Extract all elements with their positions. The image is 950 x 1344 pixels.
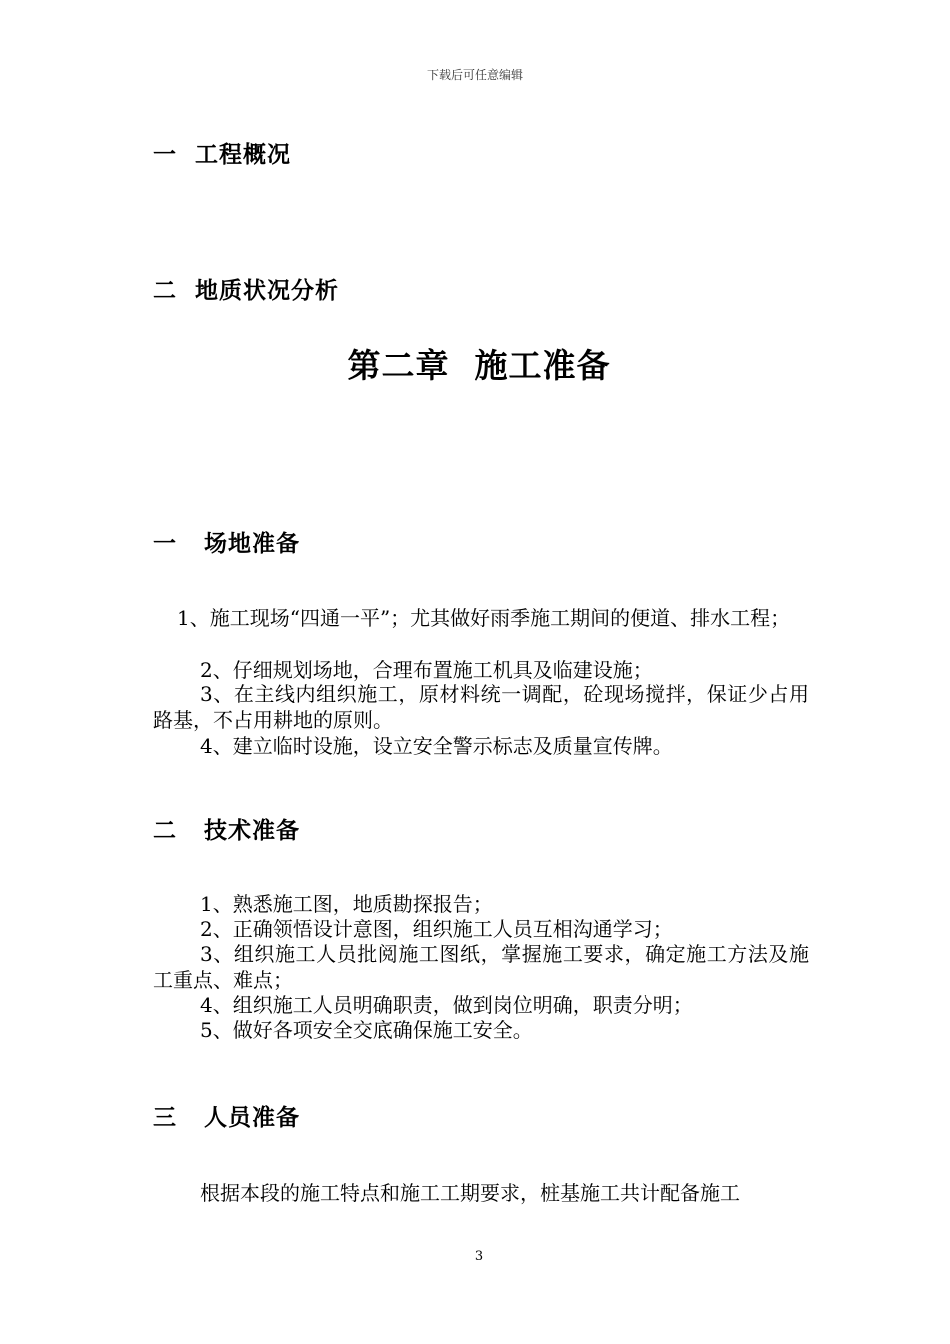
tech-prep-item-2: 2、正确领悟设计意图，组织施工人员互相沟通学习； (200, 917, 673, 941)
section-heading-technical-preparation: 二 技术准备 (153, 818, 301, 844)
site-prep-item-3: 3、在主线内组织施工，原材料统一调配，砼现场搅拌，保证少占用路基，不占用耕地的原则。 (153, 682, 809, 732)
site-prep-item-4: 4、建立临时设施，设立安全警示标志及质量宣传牌。 (200, 734, 673, 758)
page-number: 3 (474, 1249, 484, 1264)
page-header: 下载后可任意编辑 (426, 68, 523, 82)
tech-prep-item-3: 3、组织施工人员批阅施工图纸，掌握施工要求，确定施工方法及施工重点、难点； (153, 942, 809, 992)
site-prep-item-1: 1、施工现场“四通一平”；尤其做好雨季施工期间的便道、排水工程； (177, 606, 791, 630)
section-heading-geology-analysis: 二 地质状况分析 (153, 278, 340, 304)
tech-prep-item-5: 5、做好各项安全交底确保施工安全。 (200, 1018, 533, 1042)
tech-prep-item-4: 4、组织施工人员明确职责，做到岗位明确，职责分明； (200, 993, 693, 1017)
section-heading-site-preparation: 一 场地准备 (153, 531, 301, 557)
tech-prep-item-1: 1、熟悉施工图，地质勘探报告； (200, 892, 493, 916)
site-prep-item-2: 2、仔细规划场地，合理布置施工机具及临建设施； (200, 658, 653, 682)
staff-prep-paragraph: 根据本段的施工特点和施工工期要求，桩基施工共计配备施工 (200, 1181, 740, 1205)
section-heading-project-overview: 一 工程概况 (153, 142, 292, 168)
section-heading-staff-preparation: 三 人员准备 (153, 1105, 301, 1131)
chapter-title: 第二章 施工准备 (347, 346, 611, 385)
